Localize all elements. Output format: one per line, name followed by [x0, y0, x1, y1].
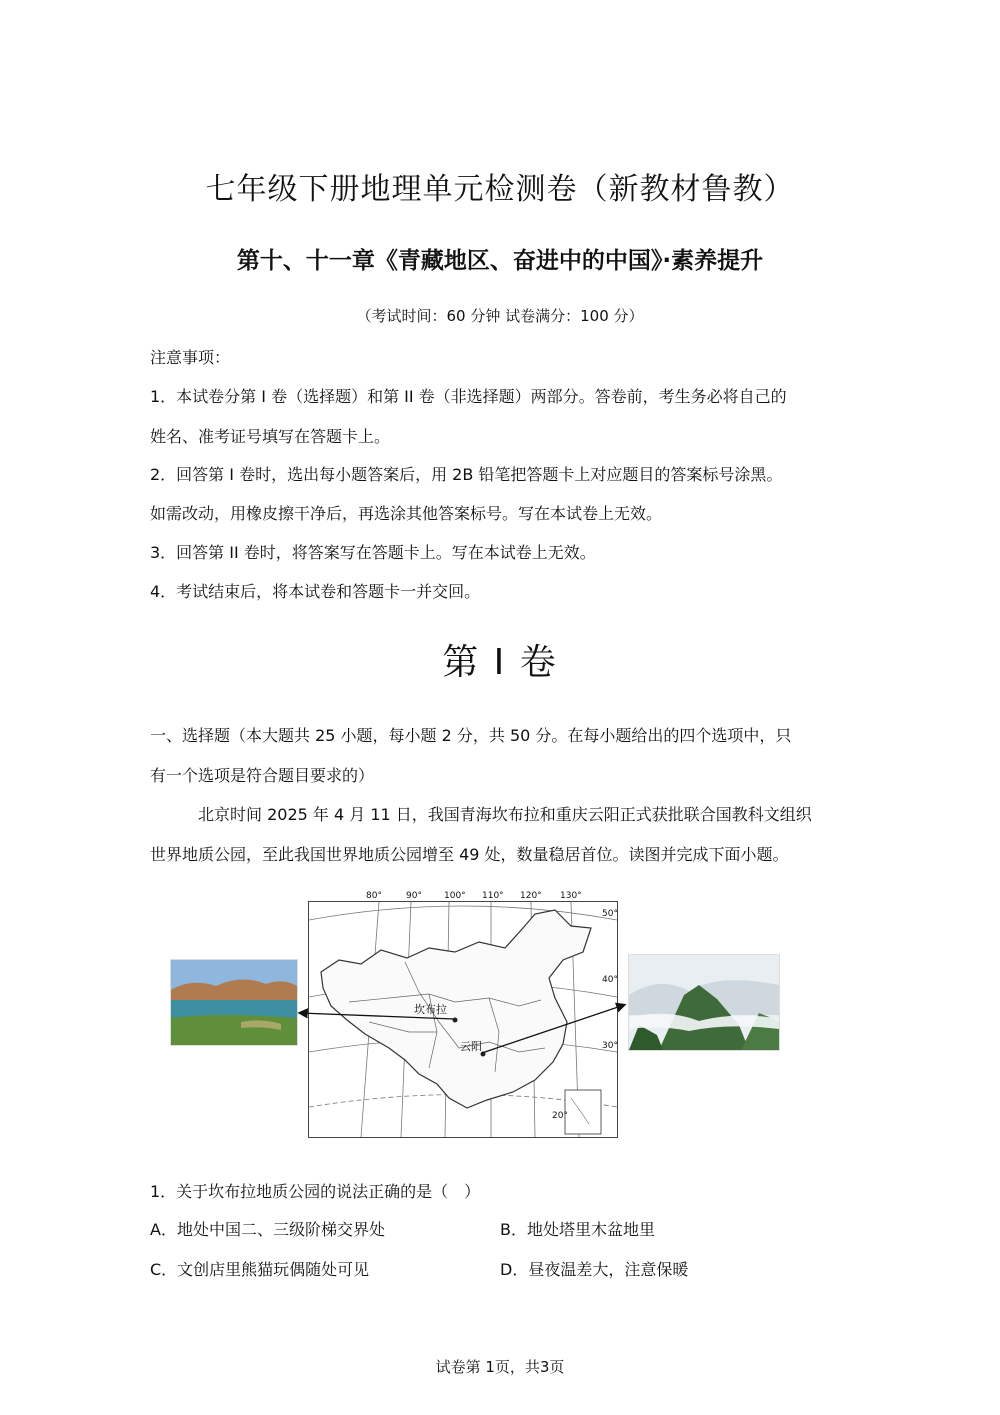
geopark-figure	[168, 893, 780, 1139]
section-title: 第 I 卷	[442, 642, 558, 683]
passage-line: 北京时间 2025 年 4 月 11 日，我国青海坎布拉和重庆云阳正式获批联合国教科文组织	[198, 805, 812, 824]
notice-line: 2．回答第 I 卷时，选出每小题答案后，用 2B 铅笔把答题卡上对应题目的答案标号涂黑。	[150, 465, 783, 484]
latitude-label: 20°	[552, 1111, 568, 1121]
longitude-label: 100°	[444, 891, 466, 901]
longitude-label: 130°	[560, 891, 582, 901]
exam-title: 七年级下册地理单元检测卷（新教材鲁教）	[205, 172, 795, 207]
longitude-label: 80°	[366, 891, 382, 901]
yunyang-label: 云阳	[460, 1040, 482, 1053]
notice-line: 3．回答第 II 卷时，将答案写在答题卡上。写在本试卷上无效。	[150, 543, 596, 562]
longitude-label: 120°	[520, 891, 542, 901]
option-a: A．地处中国二、三级阶梯交界处	[150, 1220, 385, 1239]
notice-line: 1．本试卷分第 I 卷（选择题）和第 II 卷（非选择题）两部分。答卷前，考生务必将自己的	[150, 387, 787, 406]
passage-line: 世界地质公园，至此我国世界地质公园增至 49 处，数量稳居首位。读图并完成下面小题。	[150, 845, 789, 864]
option-d: D．昼夜温差大，注意保暖	[500, 1260, 689, 1279]
notice-heading: 注意事项：	[150, 348, 231, 367]
longitude-label: 110°	[482, 891, 504, 901]
pointer-arrows	[168, 893, 780, 1139]
latitude-label: 50°	[602, 909, 618, 919]
exam-subtitle: 第十、十一章《青藏地区、奋进中的中国》·素养提升	[236, 248, 764, 274]
question-stem: 1．关于坎布拉地质公园的说法正确的是（ ）	[150, 1182, 481, 1201]
section-intro: 有一个选项是符合题目要求的）	[150, 766, 375, 785]
latitude-label: 30°	[602, 1041, 618, 1051]
option-c: C．文创店里熊猫玩偶随处可见	[150, 1260, 370, 1279]
page-footer: 试卷第 1页，共3页	[435, 1358, 565, 1376]
exam-info: （考试时间：60 分钟 试卷满分：100 分）	[356, 307, 644, 325]
notice-line: 如需改动，用橡皮擦干净后，再选涂其他答案标号。写在本试卷上无效。	[150, 504, 663, 523]
longitude-label: 90°	[406, 891, 422, 901]
notice-line: 姓名、准考证号填写在答题卡上。	[150, 427, 391, 446]
notice-line: 4．考试结束后，将本试卷和答题卡一并交回。	[150, 582, 481, 601]
latitude-label: 40°	[602, 975, 618, 985]
section-intro: 一、选择题（本大题共 25 小题，每小题 2 分，共 50 分。在每小题给出的四个选项中，只	[150, 726, 792, 745]
kanbula-label: 坎布拉	[414, 1003, 447, 1016]
option-b: B．地处塔里木盆地里	[500, 1220, 655, 1239]
